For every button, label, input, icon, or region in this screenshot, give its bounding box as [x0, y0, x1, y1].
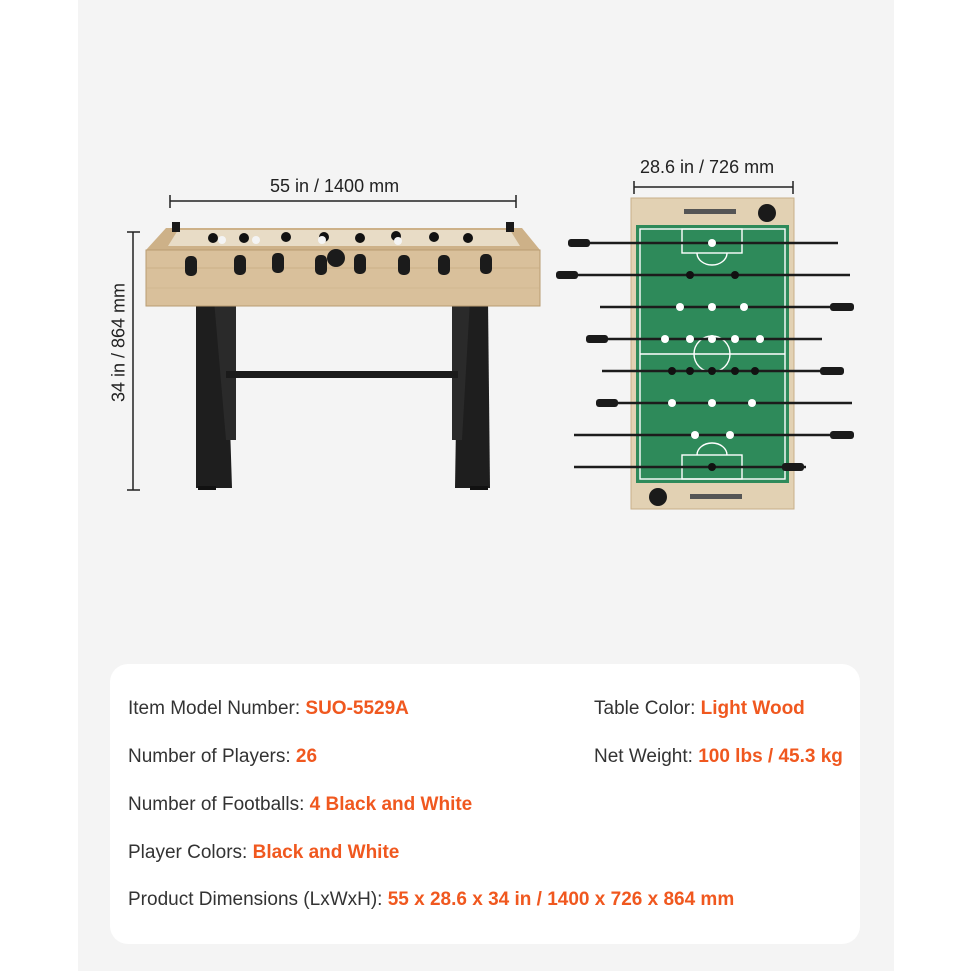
height-label: 34 in / 864 mm — [108, 282, 129, 403]
spec-product-dimensions-value: 55 x 28.6 x 34 in / 1400 x 726 x 864 mm — [387, 889, 735, 910]
length-label: 55 in / 1400 mm — [270, 176, 400, 196]
spec-table-color-value: Light Wood — [700, 698, 805, 719]
spec-players — [128, 746, 317, 768]
spec-player-colors-label: Player Colors: — [128, 842, 253, 863]
spec-footballs — [128, 794, 472, 816]
spec-footballs-value: 4 Black and White — [309, 794, 473, 815]
side-view-table — [127, 195, 540, 490]
spec-model — [128, 698, 409, 720]
spec-player-colors-value: Black and White — [252, 842, 400, 863]
spec-net-weight — [594, 746, 843, 768]
spec-table-color-label: Table Color: — [594, 698, 701, 719]
spec-players-label: Number of Players: — [128, 746, 296, 767]
spec-footballs-label: Number of Footballs: — [128, 794, 310, 815]
spec-model-value: SUO-5529A — [305, 698, 409, 719]
spec-players-value: 26 — [295, 746, 318, 767]
top-view-table — [556, 181, 854, 509]
width-label: 28.6 in / 726 mm — [640, 157, 775, 177]
spec-table-color — [594, 698, 805, 720]
crossbar — [226, 371, 458, 378]
spec-player-colors — [128, 842, 399, 864]
spec-product-dimensions — [128, 889, 734, 911]
spec-product-dimensions-label: Product Dimensions (LxWxH): — [128, 889, 388, 910]
spec-net-weight-label: Net Weight: — [594, 746, 699, 767]
spec-model-label: Item Model Number: — [128, 698, 306, 719]
spec-net-weight-value: 100 lbs / 45.3 kg — [698, 746, 843, 767]
